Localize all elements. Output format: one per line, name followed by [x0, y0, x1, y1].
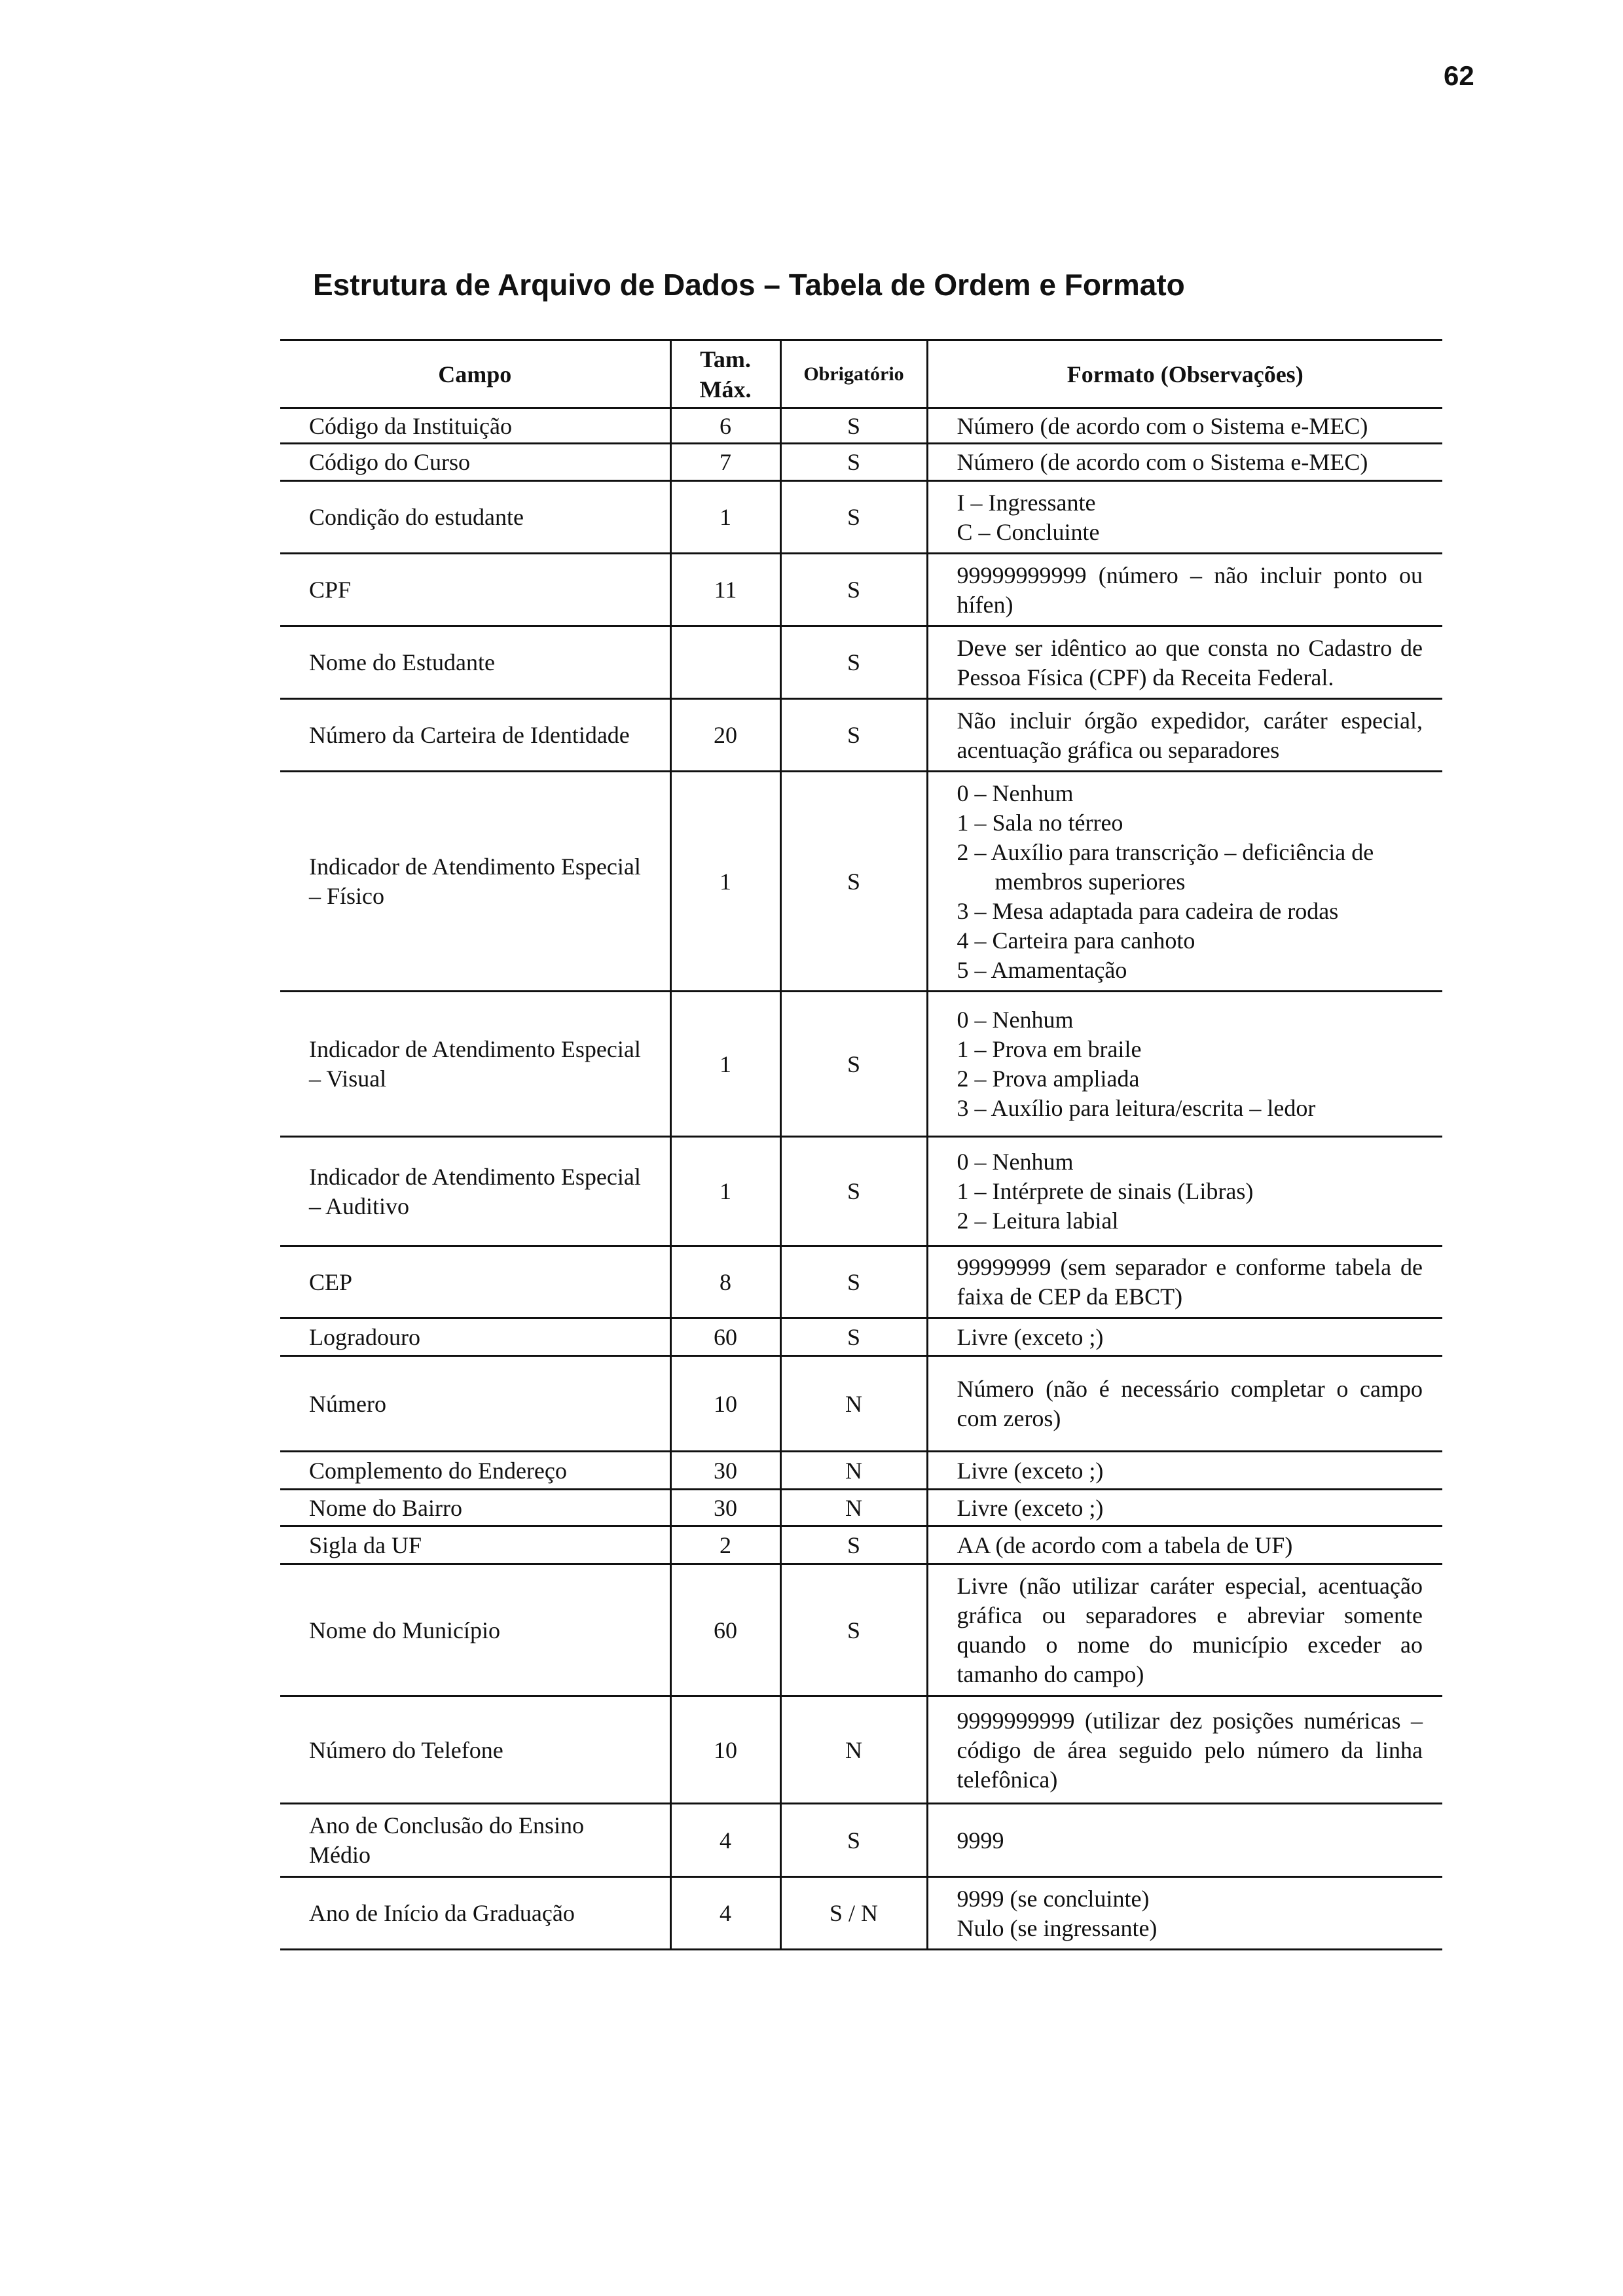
table-header [280, 340, 1442, 408]
cell-campo: Ano de Início da Graduação [280, 1877, 670, 1950]
table-row [280, 772, 1442, 992]
formato-line: 4 – Carteira para canhoto [957, 927, 1195, 954]
document-title: Estrutura de Arquivo de Dados – Tabela de Ordem e Formato [313, 268, 1185, 302]
cell-obrigatorio: S [780, 1526, 927, 1564]
cell-formato [927, 1877, 1442, 1950]
table-row [280, 1696, 1442, 1804]
formato-line: membros superiores [994, 868, 1186, 895]
table-body [280, 408, 1442, 1950]
formato-line: 9999 (se concluinte) [957, 1885, 1150, 1912]
formato-line: 0 – Nenhum [957, 780, 1074, 806]
formato-line: 0 – Nenhum [957, 1149, 1074, 1175]
formato-line: 9999999999 (utilizar dez posições numéricas – código de área seguido pelo número da linha telefônica) [957, 1707, 1423, 1793]
cell-formato [927, 408, 1442, 444]
formato-line: 2 – Leitura labial [957, 1208, 1119, 1234]
cell-obrigatorio: S [780, 772, 927, 992]
cell-formato [927, 1137, 1442, 1246]
cell-formato [927, 481, 1442, 554]
cell-tam-max: 7 [670, 444, 780, 481]
cell-obrigatorio: S [780, 444, 927, 481]
table-row [280, 626, 1442, 699]
formato-line: 2 – Prova ampliada [957, 1066, 1140, 1092]
cell-obrigatorio: S [780, 1137, 927, 1246]
cell-formato [927, 1452, 1442, 1490]
formato-line: Livre (exceto ;) [957, 1494, 1104, 1521]
header-tam-max [670, 340, 780, 408]
cell-campo: Código da Instituição [280, 408, 670, 444]
formato-line: Livre (exceto ;) [957, 1323, 1104, 1350]
formato-line: Nulo (se ingressante) [957, 1914, 1158, 1941]
page-number: 62 [1444, 60, 1474, 91]
cell-obrigatorio: S [780, 1804, 927, 1877]
cell-tam-max: 30 [670, 1452, 780, 1490]
formato-line: 9999 [957, 1827, 1004, 1854]
format-table [280, 339, 1442, 1950]
cell-formato [927, 1318, 1442, 1356]
cell-formato [927, 992, 1442, 1137]
cell-formato [927, 699, 1442, 772]
formato-line: 3 – Auxílio para leitura/escrita – ledor [957, 1095, 1316, 1121]
cell-campo: Logradouro [280, 1318, 670, 1356]
cell-campo: Ano de Conclusão do Ensino Médio [280, 1804, 670, 1877]
cell-formato [927, 626, 1442, 699]
cell-obrigatorio: N [780, 1696, 927, 1804]
table-row [280, 992, 1442, 1137]
formato-line: 0 – Nenhum [957, 1007, 1074, 1033]
formato-line: I – Ingressante [957, 489, 1096, 516]
cell-formato [927, 1804, 1442, 1877]
cell-tam-max: 60 [670, 1564, 780, 1696]
cell-obrigatorio: S / N [780, 1877, 927, 1950]
cell-formato [927, 1526, 1442, 1564]
cell-obrigatorio: S [780, 1318, 927, 1356]
header-tam-line2: Máx. [699, 376, 752, 403]
cell-campo: CEP [280, 1246, 670, 1318]
cell-tam-max: 8 [670, 1246, 780, 1318]
cell-tam-max: 11 [670, 554, 780, 626]
cell-obrigatorio: S [780, 554, 927, 626]
cell-tam-max: 30 [670, 1490, 780, 1526]
cell-tam-max [670, 626, 780, 699]
table-row [280, 1137, 1442, 1246]
cell-campo: Número [280, 1356, 670, 1452]
cell-formato [927, 1246, 1442, 1318]
cell-tam-max: 20 [670, 699, 780, 772]
cell-tam-max: 6 [670, 408, 780, 444]
cell-tam-max: 1 [670, 481, 780, 554]
cell-tam-max: 2 [670, 1526, 780, 1564]
cell-obrigatorio: S [780, 992, 927, 1137]
cell-tam-max: 60 [670, 1318, 780, 1356]
header-campo: Campo [280, 340, 670, 408]
cell-campo: Número da Carteira de Identidade [280, 699, 670, 772]
table-row [280, 408, 1442, 444]
formato-line: 1 – Sala no térreo [957, 809, 1123, 836]
formato-line: C – Concluinte [957, 518, 1100, 545]
header-tam-line1: Tam. [700, 346, 751, 372]
formato-line: 3 – Mesa adaptada para cadeira de rodas [957, 897, 1339, 924]
table-row [280, 1452, 1442, 1490]
formato-line: 1 – Prova em braile [957, 1036, 1142, 1062]
cell-formato [927, 1356, 1442, 1452]
cell-obrigatorio: S [780, 481, 927, 554]
table-row [280, 481, 1442, 554]
cell-campo: CPF [280, 554, 670, 626]
cell-formato [927, 444, 1442, 481]
cell-obrigatorio: S [780, 626, 927, 699]
cell-obrigatorio: N [780, 1452, 927, 1490]
formato-line: AA (de acordo com a tabela de UF) [957, 1532, 1293, 1558]
cell-obrigatorio: S [780, 699, 927, 772]
cell-campo: Indicador de Atendimento Especial – Visual [280, 992, 670, 1137]
formato-line: Número (de acordo com o Sistema e-MEC) [957, 449, 1368, 475]
cell-tam-max: 10 [670, 1356, 780, 1452]
formato-line: Número (de acordo com o Sistema e-MEC) [957, 412, 1368, 439]
table-row [280, 699, 1442, 772]
formato-line: 99999999999 (número – não incluir ponto ou hífen) [957, 562, 1423, 618]
cell-campo: Nome do Município [280, 1564, 670, 1696]
table-row [280, 1526, 1442, 1564]
table-row [280, 1490, 1442, 1526]
cell-campo: Código do Curso [280, 444, 670, 481]
header-formato: Formato (Observações) [927, 340, 1442, 408]
formato-line: Número (não é necessário completar o campo com zeros) [957, 1376, 1423, 1431]
cell-obrigatorio: N [780, 1356, 927, 1452]
cell-campo: Complemento do Endereço [280, 1452, 670, 1490]
cell-formato [927, 1696, 1442, 1804]
cell-tam-max: 4 [670, 1877, 780, 1950]
table-row [280, 1246, 1442, 1318]
formato-line: Deve ser idêntico ao que consta no Cadastro de Pessoa Física (CPF) da Receita Federal. [957, 634, 1423, 691]
formato-line: 2 – Auxílio para transcrição – deficiência de [957, 838, 1374, 865]
cell-obrigatorio: S [780, 1246, 927, 1318]
cell-obrigatorio: S [780, 408, 927, 444]
table-row [280, 1564, 1442, 1696]
table-row [280, 1877, 1442, 1950]
cell-tam-max: 10 [670, 1696, 780, 1804]
cell-formato [927, 1564, 1442, 1696]
cell-formato [927, 1490, 1442, 1526]
cell-formato [927, 772, 1442, 992]
table-row [280, 1356, 1442, 1452]
table-row [280, 554, 1442, 626]
cell-campo: Nome do Estudante [280, 626, 670, 699]
cell-tam-max: 4 [670, 1804, 780, 1877]
cell-obrigatorio: N [780, 1490, 927, 1526]
cell-formato [927, 554, 1442, 626]
formato-line: 5 – Amamentação [957, 956, 1127, 983]
formato-line: Livre (exceto ;) [957, 1457, 1104, 1484]
cell-tam-max: 1 [670, 1137, 780, 1246]
cell-campo: Indicador de Atendimento Especial – Físico [280, 772, 670, 992]
cell-campo: Nome do Bairro [280, 1490, 670, 1526]
cell-obrigatorio: S [780, 1564, 927, 1696]
header-obrigatorio: Obrigatório [780, 340, 927, 408]
formato-line: Não incluir órgão expedidor, caráter especial, acentuação gráfica ou separadores [957, 707, 1423, 763]
cell-campo: Sigla da UF [280, 1526, 670, 1564]
cell-campo: Indicador de Atendimento Especial – Auditivo [280, 1137, 670, 1246]
cell-tam-max: 1 [670, 772, 780, 992]
cell-campo: Número do Telefone [280, 1696, 670, 1804]
formato-line: Livre (não utilizar caráter especial, acentuação gráfica ou separadores e abreviar somente quando o nome do município exceder ao tamanho do campo) [957, 1573, 1423, 1687]
table-row [280, 1804, 1442, 1877]
formato-line: 99999999 (sem separador e conforme tabela de faixa de CEP da EBCT) [957, 1254, 1423, 1310]
cell-campo: Condição do estudante [280, 481, 670, 554]
formato-line: 1 – Intérprete de sinais (Libras) [957, 1178, 1254, 1204]
table-row [280, 444, 1442, 481]
cell-tam-max: 1 [670, 992, 780, 1137]
table-row [280, 1318, 1442, 1356]
